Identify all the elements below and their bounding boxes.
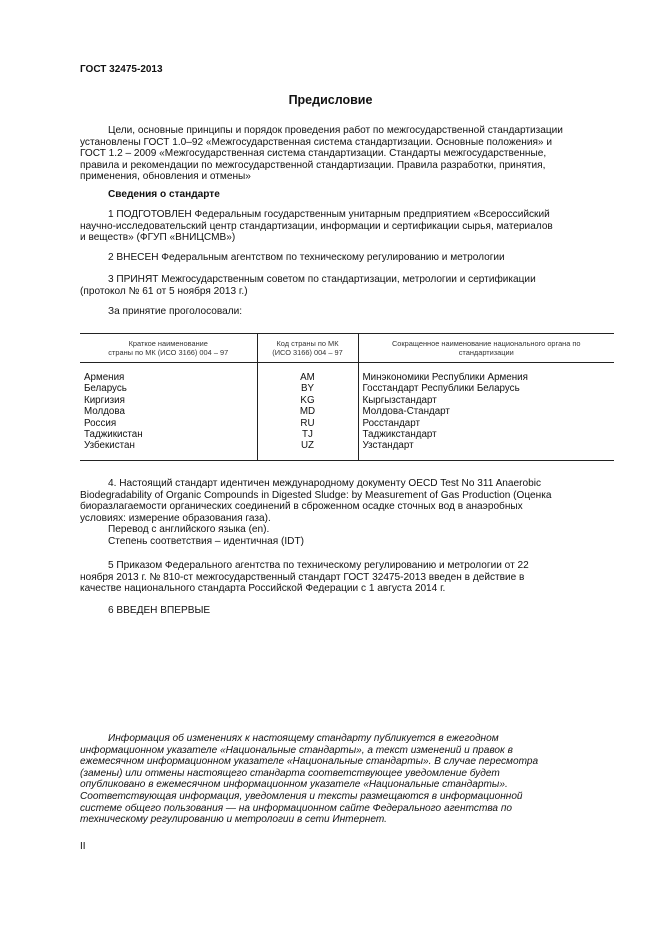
country-code: UZ: [300, 440, 315, 452]
notice-line: (замены) или отмены настоящего стандарта соответствующее уведомление будет: [80, 767, 500, 779]
country-code: MD: [299, 406, 316, 418]
intro-line: Цели, основные принципы и порядок проведения работ по межгосударственной стандартизации: [108, 125, 563, 136]
country-code: AM: [300, 372, 315, 383]
standards-body: Минэкономики Республики Армения: [362, 372, 528, 383]
standards-body: Госстандарт Республики Беларусь: [362, 383, 520, 395]
item-4-translation: Перевод с английского языка (en).: [108, 524, 270, 536]
country-name: Киргизия: [84, 394, 125, 406]
item-4-line: биоразлагаемости органических соединений в сброженном осадке сточных вод в анаэробных: [80, 501, 523, 513]
item-6-line: 6 ВВЕДЕН ВПЕРВЫЕ: [108, 605, 211, 616]
standards-body: Кыргызстандарт: [362, 394, 437, 406]
standards-body: Узстандарт: [362, 440, 414, 452]
table-row: [80, 363, 614, 461]
standards-body: Таджикстандарт: [362, 429, 437, 441]
item-4-line: 4. Настоящий стандарт идентичен международному документу OECD Test No 311 Anaerobic: [108, 478, 542, 489]
standards-body: Молдова-Стандарт: [362, 406, 450, 418]
item-4-line: условиях: измерение образования газа).: [80, 512, 271, 524]
notice-line: информационном указателе «Национальные стандарты», а текст изменений и правок в: [80, 744, 513, 756]
item-4-paragraph: [80, 478, 614, 548]
item-5-line: качестве национального стандарта Российской Федерации с 1 августа 2014 г.: [80, 583, 446, 595]
country-name: Таджикистан: [84, 429, 143, 441]
notice-line: системе общего пользования — на информационном сайте Федерального агентства по: [80, 802, 512, 814]
body-column: [358, 363, 614, 461]
country-name: Армения: [84, 372, 125, 383]
country-column: [80, 363, 257, 461]
country-code: RU: [300, 417, 315, 429]
notice-line: опубликовано в ежемесячном информационном указателе «Национальные стандарты».: [80, 779, 508, 791]
intro-paragraph: [80, 125, 614, 183]
standards-body: Росстандарт: [362, 417, 420, 429]
country-name: Россия: [84, 417, 117, 429]
notice-line: Соответствующая информация, уведомления и тексты размещаются в информационной: [80, 790, 523, 802]
page-number: II: [80, 841, 86, 852]
voting-table: [80, 333, 614, 461]
item-1-paragraph: [80, 209, 614, 244]
country-name: Узбекистан: [84, 440, 135, 452]
table-header-country: Краткое наименование страны по МК (ИСО 3166) 004 – 97: [80, 334, 257, 363]
voted-line: За принятие проголосовали:: [108, 306, 243, 317]
item-1-line: и веществ» (ФГУП «ВНИЦСМВ»): [80, 232, 236, 244]
notice-paragraph: [80, 733, 614, 826]
table-header-code: Код страны по МК (ИСО 3166) 004 – 97: [257, 334, 358, 363]
table-header-row: [80, 334, 614, 363]
country-code: BY: [300, 383, 315, 395]
item-5-line: 5 Приказом Федерального агентства по техническому регулированию и метрологии от 22: [108, 560, 529, 571]
item-2-paragraph: [80, 252, 614, 264]
item-3-line: 3 ПРИНЯТ Межгосударственным советом по стандартизации, метрологии и сертификации: [108, 274, 536, 285]
notice-line: техническому регулированию и метрологии в сети Интернет.: [80, 814, 387, 826]
notice-line: ежемесячном информационном указателе «Национальные стандарты». В случае пересмотра: [80, 756, 539, 768]
page-title: Предисловие: [288, 93, 373, 107]
item-3-line: (протокол № 61 от 5 ноября 2013 г.): [80, 285, 248, 297]
country-code: TJ: [302, 429, 313, 441]
item-5-line: ноября 2013 г. № 810-ст межгосударственный стандарт ГОСТ 32475-2013 введен в действие в: [80, 571, 525, 583]
document-code-header: ГОСТ 32475-2013: [80, 64, 163, 75]
item-5-paragraph: [80, 560, 614, 595]
intro-line: ГОСТ 1.2 – 2009 «Межгосударственная система стандартизации. Стандарты межгосударственные,: [80, 148, 547, 160]
item-4-line: Biodegradability of Organic Compounds in Digested Sludge: by Measurement of Gas Production (Оценка: [80, 489, 552, 501]
item-3-paragraph: [80, 274, 614, 297]
intro-line: установлены ГОСТ 1.0–92 «Межгосударственная система стандартизации. Основные положения» и: [80, 136, 552, 148]
country-name: Беларусь: [84, 383, 127, 395]
item-4-degree: Степень соответствия – идентичная (IDT): [108, 535, 304, 547]
item-2-line: 2 ВНЕСЕН Федеральным агентством по техническому регулированию и метрологии: [108, 252, 505, 263]
code-column: [257, 363, 358, 461]
intro-line: правила и рекомендации по межгосударственной стандартизации. Правила разработки, принятия,: [80, 159, 546, 171]
country-name: Молдова: [84, 406, 125, 418]
intro-line: применения, обновления и отмены»: [80, 171, 251, 183]
table-header-body: Сокращенное наименование национального органа по стандартизации: [358, 334, 614, 363]
item-1-line: 1 ПОДГОТОВЛЕН Федеральным государственным унитарным предприятием «Всероссийский: [108, 209, 550, 220]
country-code: KG: [300, 394, 315, 406]
notice-line: Информация об изменениях к настоящему стандарту публикуется в ежегодном: [108, 733, 499, 744]
voted-paragraph: [80, 306, 614, 318]
info-heading: Сведения о стандарте: [108, 189, 220, 200]
item-6-paragraph: [80, 605, 614, 617]
item-1-line: научно-исследовательский центр стандартизации, информации и сертификации сырья, материалов: [80, 220, 553, 232]
